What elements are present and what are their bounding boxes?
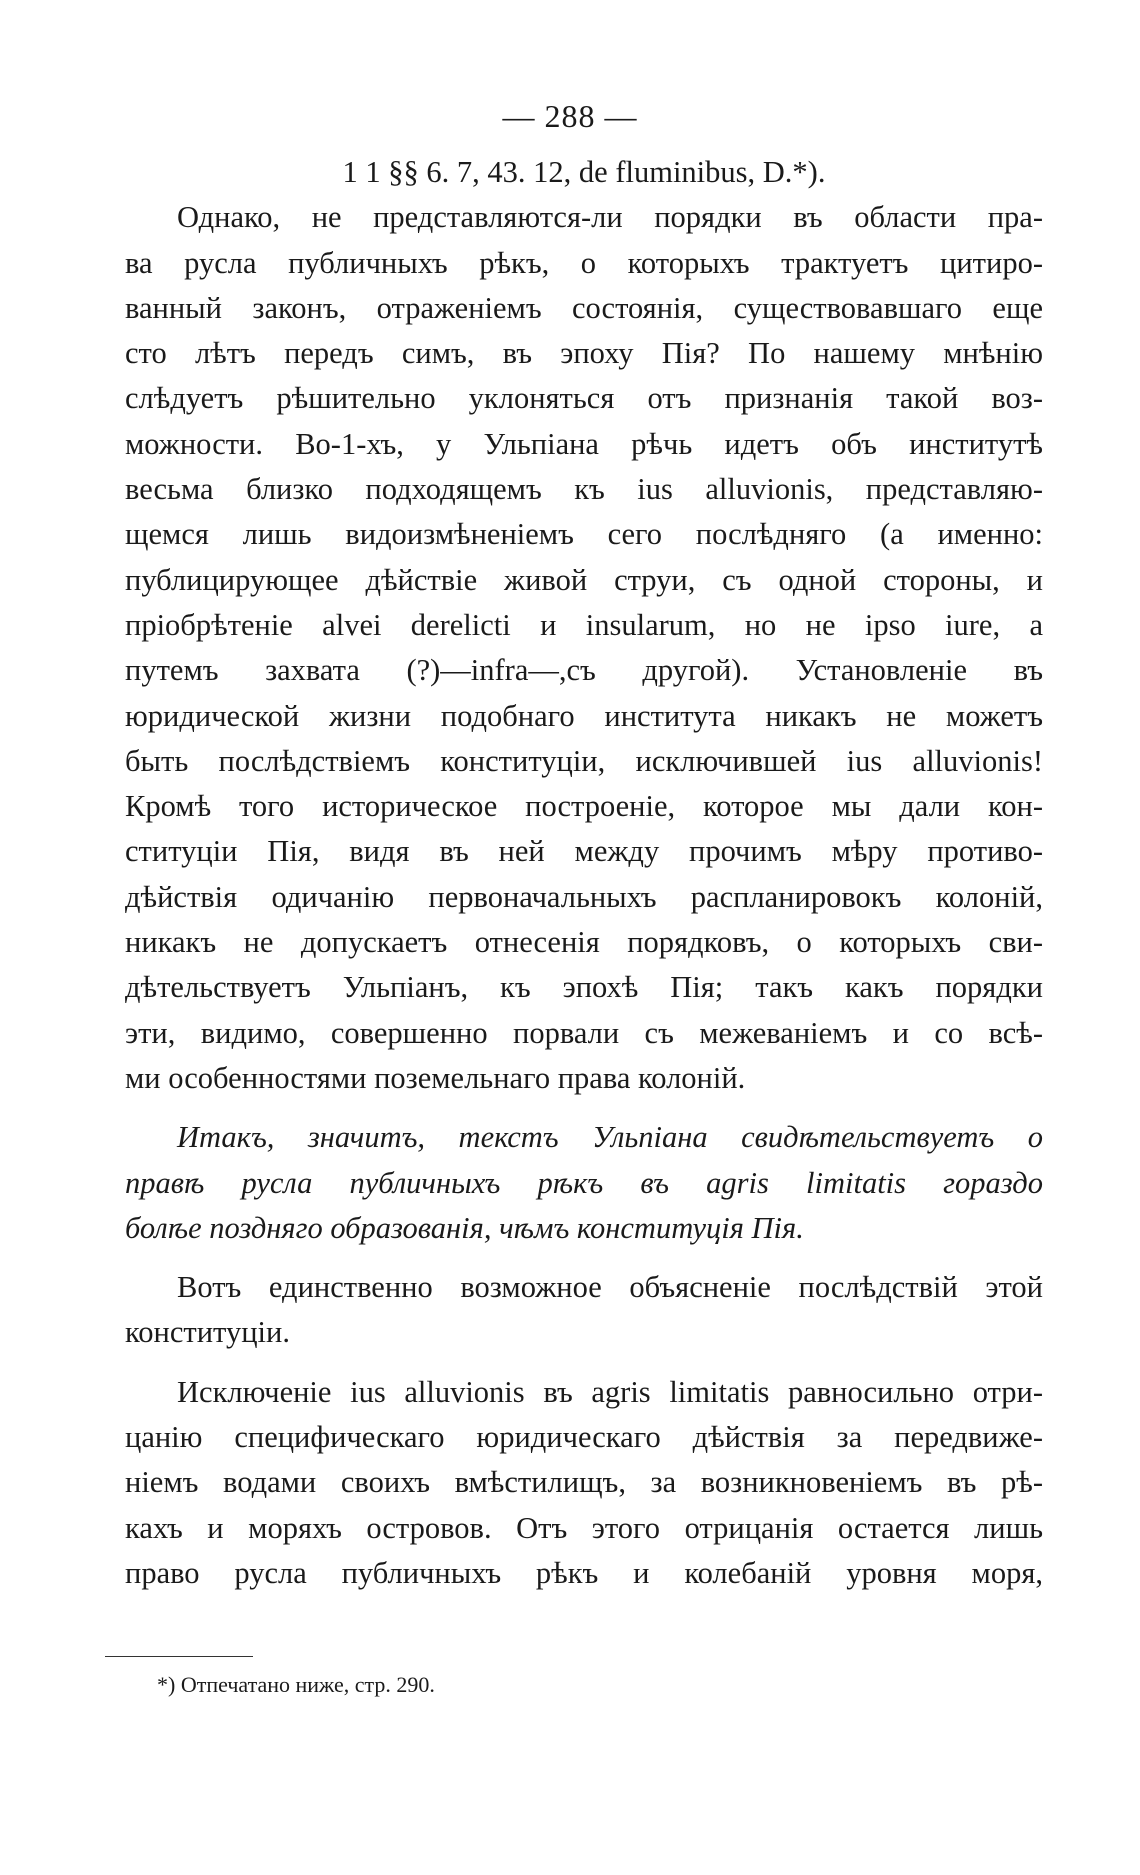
main-text-block (125, 150, 1043, 1596)
text-line: кахъ и моряхъ островов. Отъ этого отрицанія остается лишь (125, 1510, 1043, 1545)
text-line: Исключеніе ius alluvionis въ agris limitatis равносильно отри- (177, 1374, 1043, 1409)
text-line: сто лѣтъ передъ симъ, въ эпоху Пія? По нашему мнѣнію (125, 336, 1043, 371)
text-line: щемся лишь видоизмѣненіемъ сего послѣдняго (а именно: (125, 517, 1043, 552)
text-line: Кромѣ того историческое построеніе, которое мы дали кон- (125, 789, 1043, 824)
text-line: правѣ русла публичныхъ рѣкъ въ agris limitatis гораздо (125, 1165, 1043, 1200)
text-line: дѣтельствуетъ Ульпіанъ, къ эпохѣ Пія; такъ какъ порядки (125, 970, 1043, 1005)
text-line: эти, видимо, совершенно порвали съ межеваніемъ и со всѣ- (125, 1015, 1043, 1050)
text-line: Вотъ единственно возможное объясненіе послѣдствій этой (177, 1270, 1043, 1305)
text-line: ституціи Пія, видя въ ней между прочимъ мѣру противо- (125, 834, 1043, 869)
text-line: право русла публичныхъ рѣкъ и колебаній уровня моря, (125, 1555, 1043, 1590)
text-line: можности. Во-1-хъ, у Ульпіана рѣчь идетъ объ институтѣ (125, 426, 1043, 461)
text-line: публицирующее дѣйствіе живой струи, съ одной стороны, и (125, 562, 1043, 597)
text-line: конституціи. (125, 1315, 290, 1350)
text-line: Итакъ, значитъ, текстъ Ульпіана свидѣтельствуетъ о (177, 1120, 1043, 1155)
text-line: юридической жизни подобнаго института никакъ не можетъ (125, 698, 1043, 733)
text-line: путемъ захвата (?)—infra—,съ другой). Установленіе въ (125, 653, 1043, 688)
text-line: дѣйствія одичанію первоначальныхъ распланировокъ колоній, (125, 879, 1043, 914)
text-line: слѣдуетъ рѣшительно уклоняться отъ признанія такой воз- (125, 381, 1043, 416)
text-line: быть послѣдствіемъ конституціи, исключившей ius alluvionis! (125, 743, 1043, 778)
text-line: цанію специфическаго юридическаго дѣйствія за передвиже- (125, 1420, 1043, 1455)
page-number: — 288 — (502, 98, 638, 134)
text-line: весьма близко подходящемъ къ ius alluvionis, представляю- (125, 472, 1043, 507)
text-line: ми особенностями поземельнаго права колоній. (125, 1060, 746, 1095)
footnote-divider (105, 1656, 253, 1657)
text-line: ва русла публичныхъ рѣкъ, о которыхъ трактуетъ цитиро- (125, 245, 1043, 280)
text-line: Однако, не представляются-ли порядки въ области пра- (177, 200, 1043, 235)
text-line: никакъ не допускаетъ отнесенія порядковъ, о которыхъ сви- (125, 925, 1043, 960)
text-line: болѣе поздняго образованія, чѣмъ конституція Пія. (125, 1210, 804, 1245)
text-line: 1 1 §§ 6. 7, 43. 12, de fluminibus, D.*). (342, 155, 826, 189)
text-line: пріобрѣтеніе alvei derelicti и insularum, но не ipso iure, а (125, 607, 1043, 642)
text-line: ніемъ водами своихъ вмѣстилищъ, за возникновеніемъ въ рѣ- (125, 1465, 1043, 1500)
text-line: ванный законъ, отраженіемъ состоянія, существовавшаго еще (125, 290, 1043, 325)
footnote: *) Отпечатано ниже, стр. 290. (157, 1672, 435, 1697)
